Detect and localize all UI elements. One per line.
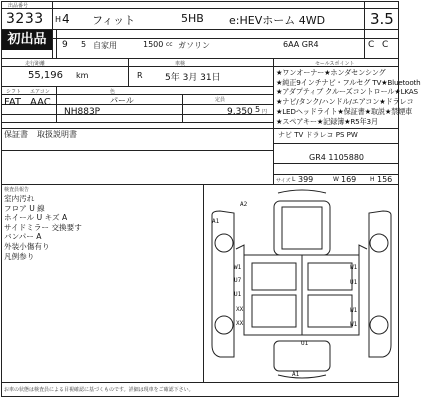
sales-point: ★LEDヘッドライト★保証書★取説★禁煙車 xyxy=(276,106,413,116)
price-value: 9,350 xyxy=(227,107,253,117)
price-unit: 円 xyxy=(262,109,268,115)
label-aircon: エアコン xyxy=(30,89,50,95)
rule xyxy=(52,1,53,58)
first-listing-badge: 初出品 xyxy=(2,30,52,50)
model-year-month: 9 xyxy=(62,40,68,50)
aircon-type: AAC xyxy=(30,97,51,108)
width-value: 169 xyxy=(341,175,357,184)
auction-score: 3.5 xyxy=(370,10,394,28)
damage-mark: A1 xyxy=(292,371,300,378)
damage-mark: W1 xyxy=(350,321,358,328)
lot-number-label: 出品番号 xyxy=(8,3,29,9)
inspector-report xyxy=(4,194,82,261)
left-front-door xyxy=(252,263,296,290)
color-number: NH883P xyxy=(64,107,101,117)
right-side-outline xyxy=(369,211,391,357)
damage-mark: W1 xyxy=(350,307,358,314)
dims-label: サイズ xyxy=(276,178,291,184)
damage-mark: U1 xyxy=(234,291,242,298)
left-mirror xyxy=(236,245,244,255)
report-line: 外装小傷有り xyxy=(4,241,50,251)
rule xyxy=(364,1,365,58)
left-rear-wheel xyxy=(215,316,233,334)
footer-note: お車の状態は検査員による目視確認に基づくものです。詳細は現車をご確認下さい。 xyxy=(4,387,194,393)
rule xyxy=(128,58,129,86)
rule xyxy=(273,163,399,164)
use-type: 自家用 xyxy=(93,41,117,50)
inspection-date: 5年 3月 31日 xyxy=(165,73,221,83)
rule xyxy=(1,86,273,87)
inspection-era: R xyxy=(137,71,143,80)
model-name: フィット xyxy=(92,14,136,27)
rule xyxy=(1,150,273,151)
left-front-wheel xyxy=(215,234,233,252)
report-line: フロア U 線 xyxy=(4,203,45,213)
height-label: H xyxy=(370,176,375,183)
right-front-wheel xyxy=(370,234,388,252)
label-shift: シフト xyxy=(6,89,22,95)
rule xyxy=(182,94,183,122)
lot-number: 3233 xyxy=(6,11,44,27)
mileage-value: 55,196 xyxy=(28,70,63,81)
sales-points-list xyxy=(276,68,421,126)
report-line: 室内汚れ xyxy=(4,194,35,203)
damage-mark: U1 xyxy=(350,279,358,286)
color-value: パール xyxy=(110,96,134,105)
body-type: 5HB xyxy=(181,12,204,25)
label-inspection: 車検 xyxy=(175,61,186,67)
equipment-list: ナビ TV ドラレコ PS PW xyxy=(278,131,358,139)
right-front-door xyxy=(308,263,352,290)
rule xyxy=(1,58,399,59)
model-code: 6AA GR4 xyxy=(283,40,319,49)
rule xyxy=(56,29,57,58)
warranty: 保証書 xyxy=(4,130,28,139)
damage-mark: W1 xyxy=(350,264,358,271)
width-label: W xyxy=(333,176,339,183)
right-rear-door xyxy=(308,295,352,327)
interior-grade: C xyxy=(368,40,375,50)
inspector-report-label: 検査員報告 xyxy=(4,187,30,193)
rule xyxy=(1,29,399,30)
label-seats: 定員 xyxy=(215,97,226,103)
roof-panel xyxy=(282,207,322,249)
label-sales-points: セールスポイント xyxy=(315,61,355,67)
rule xyxy=(273,128,274,184)
damage-mark: W1 xyxy=(234,264,242,271)
front-bumper-line xyxy=(278,190,326,193)
sales-point: ★ナビ/タンク/ハンドル/エアコン★ドラレコ xyxy=(276,97,414,107)
report-line: 凡例参り xyxy=(4,251,35,261)
sales-point: ★純正9インチナビ・フルセグ TV★Bluetooth xyxy=(276,77,421,87)
right-rear-wheel xyxy=(370,316,388,334)
sales-point: ★ワンオーナー★ホンダセンシング xyxy=(276,68,386,77)
model-year: 4 xyxy=(62,12,70,26)
damage-mark: XX xyxy=(236,320,244,327)
owner-manual: 取扱説明書 xyxy=(37,130,77,139)
report-line: サイドミラー 交換要す xyxy=(4,222,82,232)
rear-bumper-line xyxy=(278,375,326,378)
shift-type: FAT xyxy=(4,97,22,108)
rule xyxy=(1,122,273,123)
chassis-number: GR4 1105880 xyxy=(309,153,365,162)
damage-mark: A1 xyxy=(212,218,220,225)
rule xyxy=(56,86,57,122)
damage-mark: U1 xyxy=(301,340,309,347)
height-value: 156 xyxy=(377,175,393,184)
sales-point: ★スペアキー★記録簿★R5年3月 xyxy=(276,116,378,126)
label-mileage: 走行距離 xyxy=(25,61,46,67)
fuel-type: ガソリン xyxy=(178,41,210,50)
left-side-outline xyxy=(212,211,234,357)
grade: e:HEVホーム 4WD xyxy=(229,14,326,27)
length-label: L xyxy=(292,176,296,183)
damage-mark: XX xyxy=(236,306,244,313)
rule xyxy=(1,382,399,383)
displacement: 1500 xyxy=(143,40,164,49)
displacement-unit: cc xyxy=(166,41,173,48)
rule xyxy=(273,58,274,128)
length-value: 399 xyxy=(298,175,314,184)
rule xyxy=(273,143,399,144)
label-color: 色 xyxy=(110,89,116,95)
door-count: 5 xyxy=(81,40,87,49)
seats-value: 5 xyxy=(255,105,261,114)
exterior-grade: C xyxy=(382,40,389,50)
report-line: ホイール U キズ A xyxy=(4,213,68,223)
damage-mark: U7 xyxy=(234,277,242,284)
mileage-unit: km xyxy=(76,71,89,80)
left-rear-door xyxy=(252,295,296,327)
rule xyxy=(1,38,399,39)
era-letter: H xyxy=(55,15,62,24)
damage-mark: A2 xyxy=(240,201,248,208)
right-mirror xyxy=(359,245,367,255)
rule xyxy=(1,8,399,9)
sales-point: ★アダプティブ クルーズコントロール★LKAS xyxy=(276,87,418,97)
report-line: バンパー A xyxy=(4,232,42,242)
